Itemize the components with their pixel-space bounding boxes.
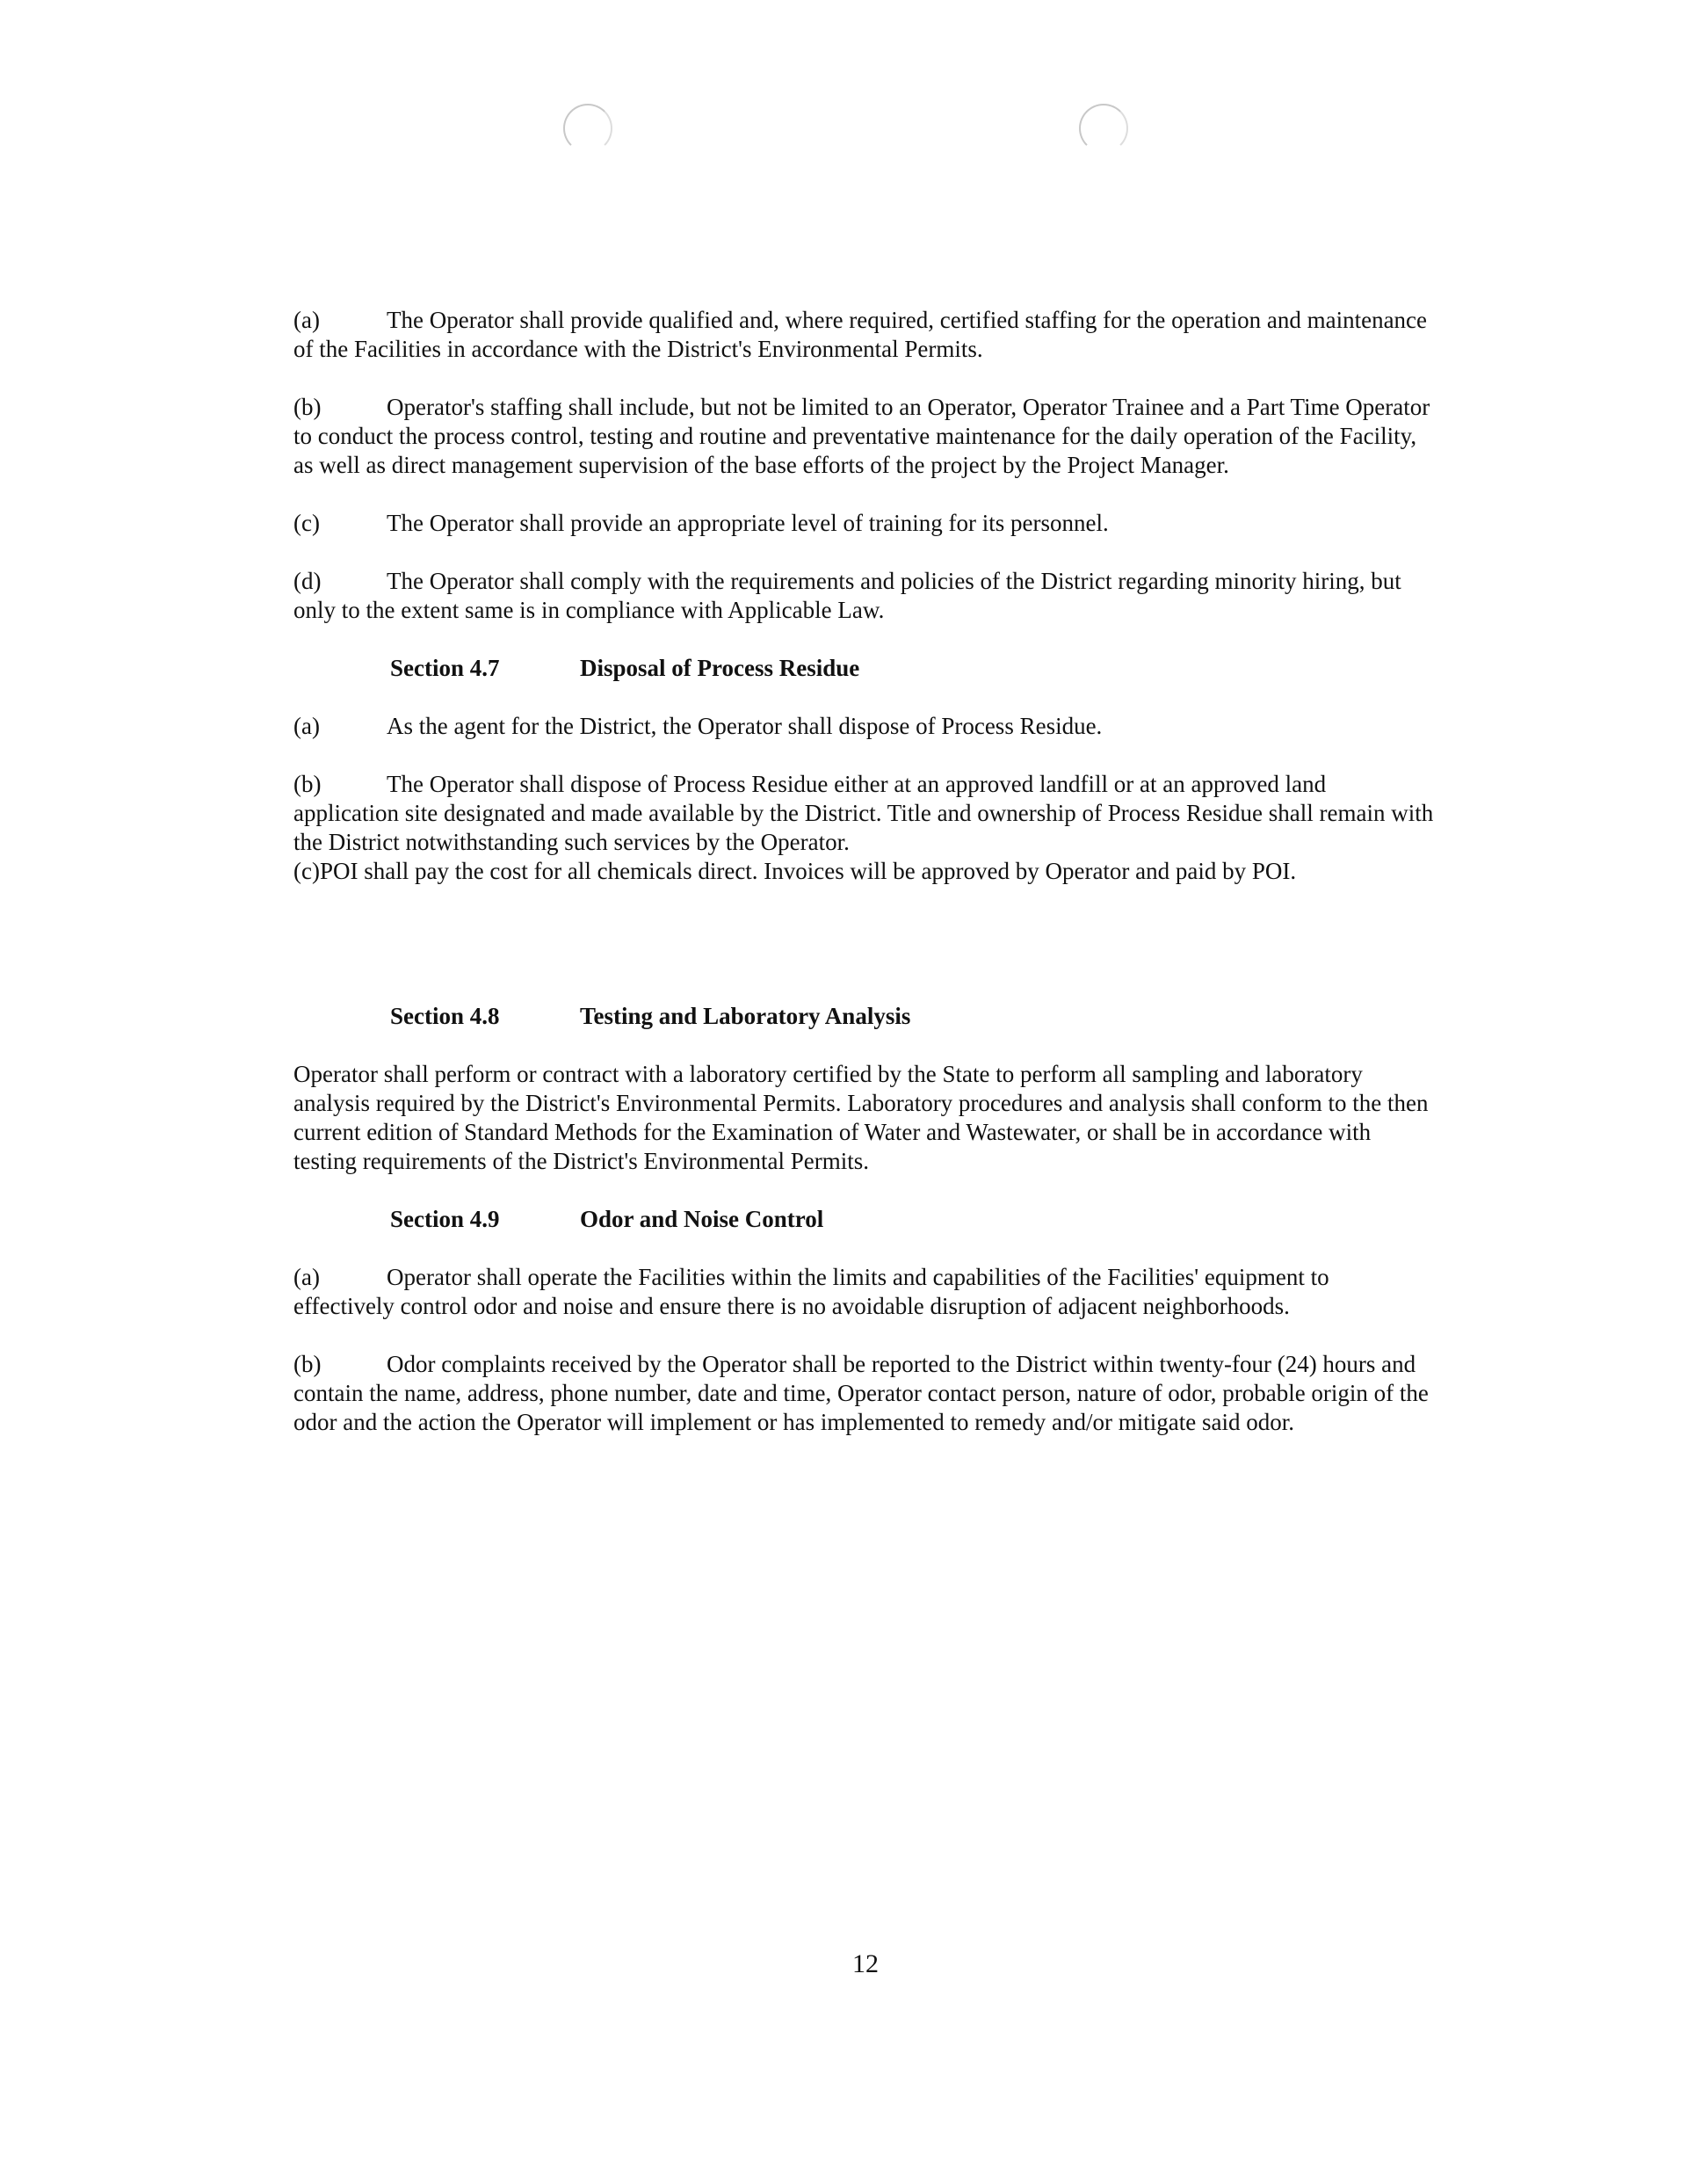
paragraph-text: Operator shall operate the Facilities within the limits and capabilities of the Facilities' equipment to effectively control odor and noise and ensure there is no avoidable disruption of adjacent neighborhoods. — [293, 1264, 1329, 1319]
paragraph-label: (d) — [293, 568, 322, 594]
section-4-9-heading — [293, 1205, 1436, 1234]
paragraph-label: (c) — [293, 510, 320, 536]
section-4-9-paragraph-a — [293, 1263, 1436, 1321]
section-4-9-paragraph-b — [293, 1350, 1436, 1437]
section-number: Section 4.9 — [390, 1206, 500, 1232]
section-4-7-paragraph-a — [293, 712, 1436, 741]
paragraph-d — [293, 567, 1436, 625]
paragraph-b — [293, 393, 1436, 480]
page-number: 12 — [852, 1949, 879, 1978]
punch-hole-mark-left — [563, 104, 612, 153]
section-4-8-heading — [293, 1002, 1436, 1031]
paragraph-label: (b) — [293, 394, 322, 420]
section-title: Testing and Laboratory Analysis — [580, 1003, 911, 1029]
section-number: Section 4.8 — [390, 1003, 500, 1029]
paragraph-label: (b) — [293, 1351, 322, 1377]
paragraph-text: The Operator shall dispose of Process Residue either at an approved landfill or at an approved land application site designated and made available by the District. Title and ownership of Process Residue shall remain with the District notwithstanding such services by the Operator. — [293, 771, 1434, 855]
section-4-7-heading — [293, 654, 1436, 683]
section-number: Section 4.7 — [390, 655, 500, 681]
paragraph-text: The Operator shall comply with the requirements and policies of the District regarding minority hiring, but only to the extent same is in compliance with Applicable Law. — [293, 568, 1401, 623]
paragraph-text: Odor complaints received by the Operator shall be reported to the District within twenty-four (24) hours and contain the name, address, phone number, date and time, Operator contact person, nature of odor, probable origin of the odor and the action the Operator will implement or has implemented to remedy and/or mitigate said odor. — [293, 1351, 1429, 1435]
paragraph-label: (a) — [293, 307, 320, 333]
section-4-7-paragraph-c: (c)POI shall pay the cost for all chemicals direct. Invoices will be approved by Operator and paid by POI. — [293, 858, 1297, 884]
paragraph-a — [293, 306, 1436, 364]
paragraph-text: The Operator shall provide qualified and, where required, certified staffing for the operation and maintenance of the Facilities in accordance with the District's Environmental Permits. — [293, 307, 1428, 362]
document-body — [293, 306, 1436, 1437]
section-title: Odor and Noise Control — [580, 1206, 824, 1232]
paragraph-c — [293, 509, 1436, 538]
punch-hole-mark-right — [1079, 104, 1128, 153]
section-4-8-paragraph: Operator shall perform or contract with a laboratory certified by the State to perform all sampling and laboratory analysis required by the District's Environmental Permits. Laboratory procedures and analysis shall conform to the then current edition of Standard Methods for the Examination of Water and Wastewater, or shall be in accordance with testing requirements of the District's Environmental Permits. — [293, 1061, 1429, 1174]
paragraph-text: As the agent for the District, the Operator shall dispose of Process Residue. — [387, 713, 1103, 739]
paragraph-text: Operator's staffing shall include, but not be limited to an Operator, Operator Trainee and a Part Time Operator to conduct the process control, testing and routine and preventative maintenance for the daily operation of the Facility, as well as direct management supervision of the base efforts of the project by the Project Manager. — [293, 394, 1430, 478]
paragraph-label: (a) — [293, 1264, 320, 1290]
paragraph-label: (b) — [293, 771, 322, 797]
paragraph-text: The Operator shall provide an appropriate level of training for its personnel. — [387, 510, 1109, 536]
paragraph-label: (a) — [293, 713, 320, 739]
section-4-7-paragraph-b — [293, 770, 1436, 857]
section-title: Disposal of Process Residue — [580, 655, 860, 681]
